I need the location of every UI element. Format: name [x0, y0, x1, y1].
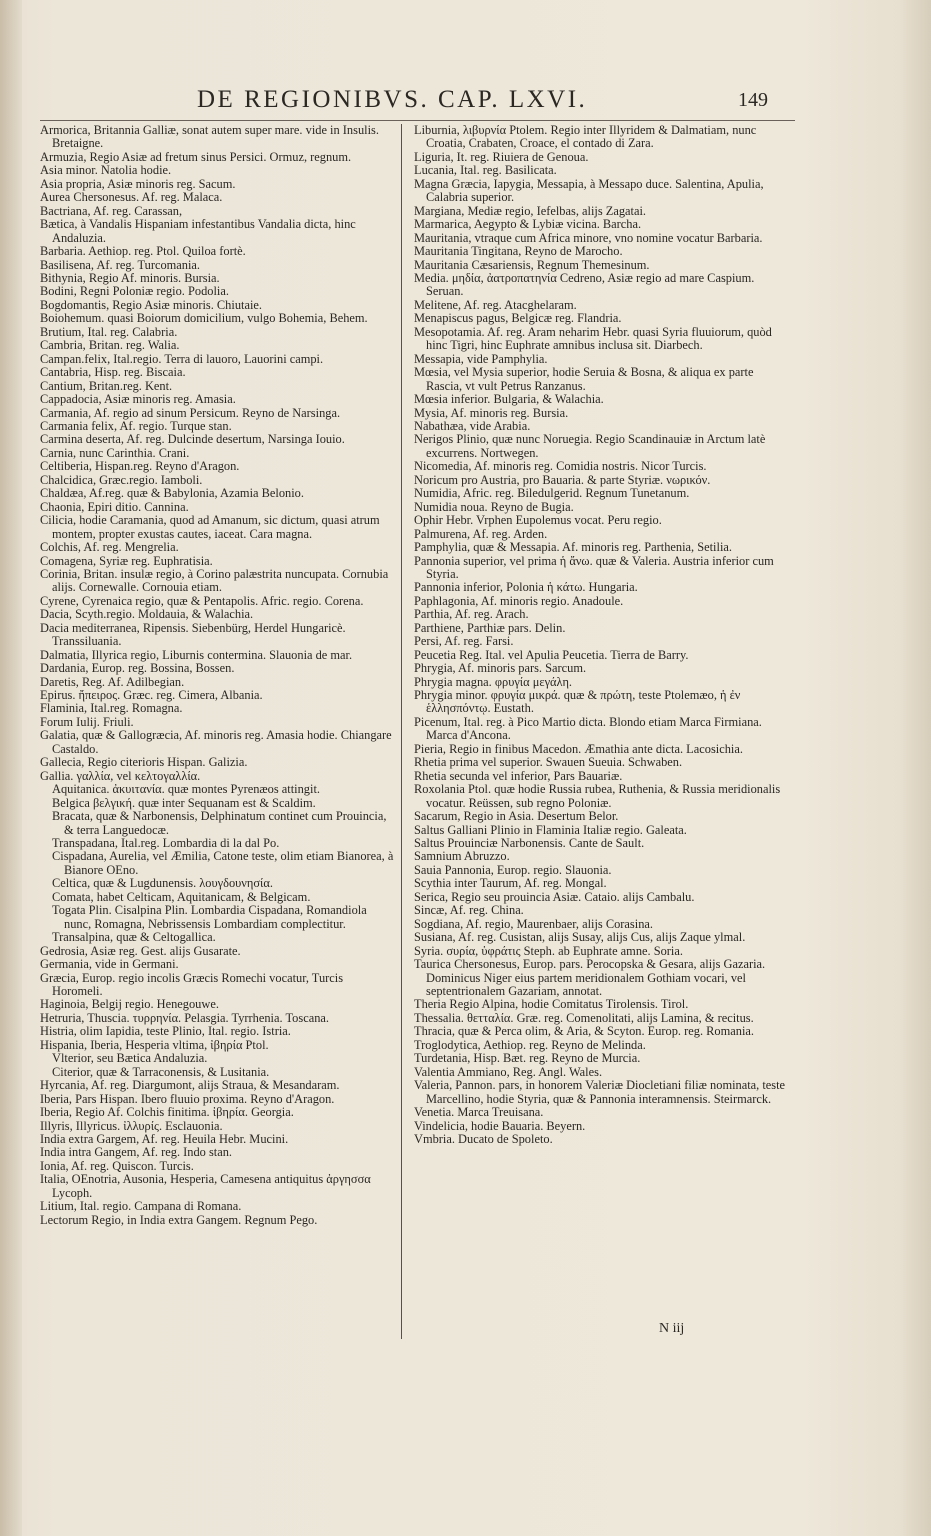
index-entry: Cambria, Britan. reg. Walia.	[40, 339, 180, 353]
index-entry: Chaldæa, Af.reg. quæ & Babylonia, Azamia Belonio.	[40, 487, 304, 501]
index-entry: Dacia, Scyth.regio. Moldauia, & Walachia.	[40, 608, 254, 622]
index-entry: Noricum pro Austria, pro Bauaria. & parte Styriæ. νωρικόν.	[414, 473, 711, 487]
index-entry: Celtiberia, Hispan.reg. Reyno d'Aragon.	[40, 460, 240, 474]
index-entry: Celtica, quæ & Lugdunensis. λουγδουνησία.	[52, 877, 273, 891]
index-entry: Cyrene, Cyrenaica regio, quæ & Pentapolis. Afric. regio. Corena.	[40, 594, 364, 608]
index-entry: Menapiscus pagus, Belgicæ reg. Flandria.	[414, 312, 622, 326]
index-entry: Græcia, Europ. regio incolis Græcis Romechi vocatur, Turcis Horomeli.	[40, 971, 344, 998]
index-entry: Armuzia, Regio Asiæ ad fretum sinus Persici. Ormuz, regnum.	[40, 150, 352, 164]
index-entry: Litium, Ital. regio. Campana di Romana.	[40, 1200, 242, 1214]
index-entry: Melitene, Af. reg. Atacghelaram.	[414, 298, 577, 312]
index-entry: Asia minor. Natolia hodie.	[40, 164, 172, 178]
index-entry: Turdetania, Hisp. Bæt. reg. Reyno de Murcia.	[414, 1052, 641, 1066]
index-entry: Taurica Chersonesus, Europ. pars. Perocopska & Gesara, alijs Gazaria. Dominicus Niger eius partem meridionalem Gothiam vocari, vel septentrionalem Gazariam, annotat.	[414, 958, 766, 998]
index-entry: Saltus Prouinciæ Narbonensis. Cante de Sault.	[414, 837, 645, 851]
index-entry: Iberia, Regio Af. Colchis finitima. ἰβηρία. Georgia.	[40, 1106, 294, 1120]
index-entry: Hispania, Iberia, Hesperia vltima, ἰβηρία Ptol.	[40, 1038, 269, 1052]
index-entry: Scythia inter Taurum, Af. reg. Mongal.	[414, 877, 607, 891]
index-entry: Nabathæa, vide Arabia.	[414, 419, 531, 433]
index-entry: Margiana, Mediæ regio, Iefelbas, alijs Zagatai.	[414, 204, 647, 218]
index-entry: Mœsia inferior. Bulgaria, & Walachia.	[414, 393, 604, 407]
signature-mark: N iij	[659, 1321, 685, 1336]
index-entry: India extra Gargem, Af. reg. Heuila Hebr. Mucini.	[40, 1132, 289, 1146]
index-entry: Illyris, Illyricus. ἰλλυρίς. Esclauonia.	[40, 1119, 223, 1133]
index-entry: Haginoia, Belgij regio. Henegouwe.	[40, 998, 219, 1012]
index-entry: Numidia, Afric. reg. Biledulgerid. Regnum Tunetanum.	[414, 487, 690, 501]
index-entry: Mauritania Cæsariensis, Regnum Themesinum.	[414, 258, 650, 272]
index-entry: Citerior, quæ & Tarraconensis, & Lusitania.	[52, 1065, 270, 1079]
index-entry: Cappadocia, Asiæ minoris reg. Amasia.	[40, 393, 236, 407]
index-entry: Carnia, nunc Carinthia. Crani.	[40, 446, 190, 460]
index-entry: Bogdomantis, Regio Asiæ minoris. Chiutaie.	[40, 298, 263, 312]
index-entry: Gedrosia, Asiæ reg. Gest. alijs Gusarate.	[40, 944, 241, 958]
index-entry: Mauritania, vtraque cum Africa minore, vno nomine vocatur Barbaria.	[414, 231, 763, 245]
index-entry: Roxolania Ptol. quæ hodie Russia rubea, Ruthenia, & Russia meridionalis vocatur. Reüssen, sub regno Poloniæ.	[414, 783, 781, 810]
index-entry: Messapia, vide Pamphylia.	[414, 352, 548, 366]
index-entry: Paphlagonia, Af. minoris regio. Anadoule.	[414, 594, 624, 608]
index-entry: Carmina deserta, Af. reg. Dulcinde desertum, Narsinga Iouio.	[40, 433, 345, 447]
index-entry: Cantium, Britan.reg. Kent.	[40, 379, 173, 393]
index-entry: Bracata, quæ & Narbonensis, Delphinatum continet cum Prouincia, & terra Languedocæ.	[52, 810, 387, 837]
index-entry: Gallecia, Regio citerioris Hispan. Galizia.	[40, 756, 248, 770]
index-entry: Syria. συρία, ὑφράτις Steph. ab Euphrate amne. Soria.	[414, 944, 683, 958]
index-entry: Mauritania Tingitana, Reyno de Marocho.	[414, 245, 623, 259]
index-entry: Theria Regio Alpina, hodie Comitatus Tirolensis. Tirol.	[414, 998, 689, 1012]
index-entry: Phrygia, Af. minoris pars. Sarcum.	[414, 662, 587, 676]
index-entry: Flaminia, Ital.reg. Romagna.	[40, 702, 183, 716]
index-entry: Belgica βελγική. quæ inter Sequanam est & Scaldim.	[52, 796, 316, 810]
index-entry: Carmania felix, Af. regio. Turque stan.	[40, 419, 232, 433]
index-entry: Phrygia magna. φρυγία μεγάλη.	[414, 675, 573, 689]
index-entry: Comata, habet Celticam, Aquitanicam, & Belgicam.	[52, 890, 311, 904]
index-entry: Carmania, Af. regio ad sinum Persicum. Reyno de Narsinga.	[40, 406, 341, 420]
index-entry: Parthia, Af. reg. Arach.	[414, 608, 529, 622]
index-entry: Magna Græcia, Iapygia, Messapia, à Messapo duce. Salentina, Apulia, Calabria superior.	[414, 177, 764, 205]
index-entry: Pieria, Regio in finibus Macedon. Æmathia ante dicta. Lacosichia.	[414, 742, 743, 756]
index-entry: Media. μηδία, ἀατροπατηνία Cedreno, Asiæ regio ad mare Caspium. Seruan.	[414, 271, 755, 299]
index-entry: Serica, Regio seu prouincia Asiæ. Cataio. alijs Cambalu.	[414, 890, 695, 904]
index-entry: Liguria, It. reg. Riuiera de Genoua.	[414, 150, 589, 164]
index-entry: Palmurena, Af. reg. Arden.	[414, 527, 548, 541]
index-entry: Gallia. γαλλία, vel κελτογαλλία.	[40, 769, 201, 783]
index-entry: Parthiene, Parthiæ pars. Delin.	[414, 621, 566, 635]
index-entry: Histria, olim Iapidia, teste Plinio, Ital. regio. Istria.	[40, 1025, 291, 1039]
index-entry: Nerigos Plinio, quæ nunc Noruegia. Regio Scandinauiæ in Arctum latè excurrens. Nortwegen.	[414, 433, 766, 460]
index-entry: Corinia, Britan. insulæ regio, à Corino palæstrita nuncupata. Cornubia alijs. Cornewalle. Cornouia etiam.	[40, 567, 389, 595]
index-entry: Chaonia, Epiri ditio. Cannina.	[40, 500, 189, 514]
index-entry: Rhetia secunda vel inferior, Pars Bauariæ.	[414, 769, 623, 783]
index-entry: Sauia Pannonia, Europ. regio. Slauonia.	[414, 863, 612, 877]
index-entry: Iberia, Pars Hispan. Ibero fluuio proxima. Reyno d'Aragon.	[40, 1092, 335, 1106]
index-entry: Lectorum Regio, in India extra Gangem. Regnum Pego.	[40, 1213, 318, 1227]
index-entry: Campan.felix, Ital.regio. Terra di lauoro, Lauorini campi.	[40, 352, 324, 366]
index-entry: Dalmatia, Illyrica regio, Liburnis contermina. Slauonia de mar.	[40, 648, 353, 662]
index-entry: Vmbria. Ducato de Spoleto.	[414, 1132, 553, 1146]
right-column	[414, 124, 789, 1146]
index-entry: Samnium Abruzzo.	[414, 850, 510, 864]
column-divider	[401, 124, 402, 1339]
index-entry: Liburnia, λιβυρνία Ptolem. Regio inter Illyridem & Dalmatiam, nunc Croatia, Crabaten, Croace, el contado di Zara.	[414, 124, 757, 151]
index-entry: Dardania, Europ. reg. Bossina, Bossen.	[40, 662, 235, 676]
index-entry: Boiohemum. quasi Boiorum domicilium, vulgo Bohemia, Behem.	[40, 312, 368, 326]
index-entry: Thracia, quæ & Perca olim, & Aria, & Scyton. Europ. reg. Romania.	[414, 1025, 754, 1039]
index-entry: Hyrcania, Af. reg. Diargumont, alijs Straua, & Mesandaram.	[40, 1079, 340, 1093]
page-title: DE REGIONIBVS. CAP. LXVI.	[197, 86, 588, 113]
index-entry: Chalcidica, Græc.regio. Iamboli.	[40, 473, 203, 487]
index-entry: Transalpina, quæ & Celtogallica.	[52, 931, 216, 945]
index-entry: Bithynia, Regio Af. minoris. Bursia.	[40, 271, 220, 285]
index-entry: Armorica, Britannia Galliæ, sonat autem super mare. vide in Insulis. Bretaigne.	[40, 124, 379, 151]
index-entry: Nicomedia, Af. minoris reg. Comidia nostris. Nicor Turcis.	[414, 460, 707, 474]
index-entry: Rhetia prima vel superior. Swauen Sueuia. Schwaben.	[414, 756, 683, 770]
binding-shadow	[0, 0, 22, 1536]
index-entry: Thessalia. θετταλία. Græ. reg. Comenolitati, alijs Lamina, & recitus.	[414, 1011, 754, 1025]
index-entry: Sincæ, Af. reg. China.	[414, 904, 524, 918]
index-entry: Mœsia, vel Mysia superior, hodie Seruia & Bosna, & aliqua ex parte Rascia, vt vult Petrus Ranzanus.	[414, 366, 754, 393]
index-entry: Lucania, Ital. reg. Basilicata.	[414, 164, 557, 178]
index-entry: Italia, OEnotria, Ausonia, Hesperia, Camesena antiquitus ἀργησσα Lycoph.	[40, 1173, 371, 1200]
left-column	[40, 124, 395, 1227]
index-entry: Saltus Galliani Plinio in Flaminia Italiæ regio. Galeata.	[414, 823, 687, 837]
index-entry: Epirus. ἤπειρος. Græc. reg. Cimera, Albania.	[40, 689, 263, 703]
index-entry: Vlterior, seu Bætica Andaluzia.	[52, 1052, 208, 1066]
index-entry: Cantabria, Hisp. reg. Biscaia.	[40, 366, 186, 380]
index-entry: Sacarum, Regio in Asia. Desertum Belor.	[414, 810, 619, 824]
index-entry: Ophir Hebr. Vrphen Eupolemus vocat. Peru regio.	[414, 514, 662, 528]
index-entry: Pannonia superior, vel prima ἡ ἄνω. quæ & Valeria. Austria inferior cum Styria.	[414, 554, 774, 581]
index-entry: Bodini, Regni Poloniæ regio. Podolia.	[40, 285, 229, 299]
index-entry: Vindelicia, hodie Bauaria. Beyern.	[414, 1119, 586, 1133]
index-entry: Brutium, Ital. reg. Calabria.	[40, 325, 178, 339]
index-entry: Marmarica, Aegypto & Lybiæ vicina. Barcha.	[414, 218, 642, 232]
page-number: 149	[738, 89, 768, 111]
index-entry: Daretis, Reg. Af. Adilbegian.	[40, 675, 185, 689]
index-entry: Hetruria, Thuscia. τυρρηνία. Pelasgia. Tyrrhenia. Toscana.	[40, 1011, 329, 1025]
index-entry: Transpadana, Ital.reg. Lombardia di la dal Po.	[52, 837, 280, 851]
index-entry: Colchis, Af. reg. Mengrelia.	[40, 541, 179, 555]
index-entry: Numidia noua. Reyno de Bugia.	[414, 500, 574, 514]
index-entry: India intra Gangem, Af. reg. Indo stan.	[40, 1146, 232, 1160]
index-entry: Valeria, Pannon. pars, in honorem Valeriæ Diocletiani filiæ nominata, teste Marcellino, hodie Styria, quæ & Pannonia interamnensis. Steirmarck.	[414, 1079, 786, 1106]
index-entry: Picenum, Ital. reg. à Pico Martio dicta. Blondo etiam Marca Firmiana. Marca d'Ancona.	[414, 715, 762, 743]
index-entry: Valentia Ammiano, Reg. Angl. Wales.	[414, 1065, 603, 1079]
index-entry: Togata Plin. Cisalpina Plin. Lombardia Cispadana, Romandiola nunc, Romagna, Nebrissensis Lombardiam complectitur.	[52, 904, 367, 931]
header-rule	[40, 120, 795, 121]
index-entry: Germania, vide in Germani.	[40, 958, 179, 972]
index-entry: Aquitanica. ἀκυιτανία. quæ montes Pyrenæos attingit.	[52, 783, 320, 797]
index-entry: Comagena, Syriæ reg. Euphratisia.	[40, 554, 213, 568]
index-entry: Phrygia minor. φρυγία μικρά. quæ & πρώτη, teste Ptolemæo, ἡ ἐν ἑλλησπόντῳ. Eustath.	[414, 689, 741, 716]
index-entry: Mysia, Af. minoris reg. Bursia.	[414, 406, 569, 420]
index-entry: Bactriana, Af. reg. Carassan,	[40, 204, 183, 218]
index-entry: Galatia, quæ & Gallogræcia, Af. minoris reg. Amasia hodie. Chiangare Castaldo.	[40, 729, 392, 756]
index-entry: Aurea Chersonesus. Af. reg. Malaca.	[40, 191, 223, 205]
index-entry: Pannonia inferior, Polonia ἡ κάτω. Hungaria.	[414, 581, 638, 595]
index-entry: Basilisena, Af. reg. Turcomania.	[40, 258, 201, 272]
index-entry: Venetia. Marca Treuisana.	[414, 1106, 544, 1120]
index-entry: Pamphylia, quæ & Messapia. Af. minoris reg. Parthenia, Setilia.	[414, 541, 732, 555]
index-entry: Bætica, à Vandalis Hispaniam infestantibus Vandalia dicta, hinc Andaluzia.	[40, 218, 356, 245]
index-entry: Mesopotamia. Af. reg. Aram neharim Hebr. quasi Syria fluuiorum, quòd hinc Tigri, hinc Euphrate amnibus inclusa sit. Diarbech.	[414, 325, 772, 353]
index-entry: Asia propria, Asiæ minoris reg. Sacum.	[40, 177, 236, 191]
index-entry: Sogdiana, Af. regio, Maurenbaer, alijs Corasina.	[414, 917, 653, 931]
index-entry: Barbaria. Aethiop. reg. Ptol. Quiloa fortè.	[40, 245, 246, 259]
index-entry: Troglodytica, Aethiop. reg. Reyno de Melinda.	[414, 1038, 646, 1052]
index-entry: Cispadana, Aurelia, vel Æmilia, Catone teste, olim etiam Bianorea, à Bianore OEno.	[52, 850, 394, 877]
index-entry: Susiana, Af. reg. Cusistan, alijs Susay, alijs Cus, alijs Zaque ylmal.	[414, 931, 746, 945]
index-entry: Ionia, Af. reg. Quiscon. Turcis.	[40, 1159, 194, 1173]
index-entry: Cilicia, hodie Caramania, quod ad Amanum, sic dictum, quasi atrum montem, propter exustas cautes, iaceat. Cara magna.	[40, 514, 380, 541]
index-entry: Forum Iulij. Friuli.	[40, 715, 134, 729]
index-entry: Dacia mediterranea, Ripensis. Siebenbürg, Herdel Hungaricè. Transsiluania.	[40, 621, 346, 649]
index-entry: Persi, Af. reg. Farsi.	[414, 635, 514, 649]
index-entry: Peucetia Reg. Ital. vel Apulia Peucetia. Tierra de Barry.	[414, 648, 689, 662]
